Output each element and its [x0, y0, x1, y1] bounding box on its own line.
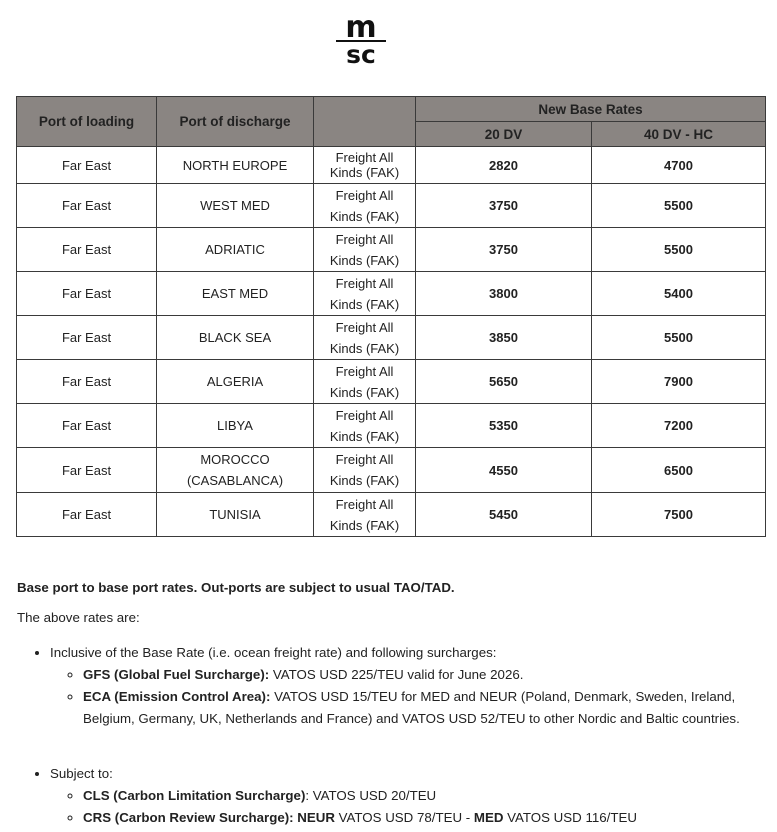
header-port-of-loading: Port of loading — [17, 97, 157, 147]
cls-text: : VATOS USD 20/TEU — [305, 788, 437, 803]
crs-med: MED — [473, 810, 504, 825]
crs-label: CRS (Carbon Review Surcharge): NEUR — [83, 810, 335, 825]
gfs-text: VATOS USD 225/TEU valid for June 2026. — [269, 667, 524, 682]
rate-20dv: 2820 — [416, 147, 592, 184]
rate-20dv: 4550 — [416, 448, 592, 493]
table-row — [17, 360, 766, 404]
list-item — [83, 686, 750, 730]
cargo-type — [314, 184, 416, 228]
list-item — [50, 763, 750, 829]
rate-20dv: 3750 — [416, 228, 592, 272]
rate-20dv: 5450 — [416, 493, 592, 537]
cargo-line-1: Freight All — [335, 496, 394, 512]
header-40dv-hc: 40 DV - HC — [592, 122, 766, 147]
list-item — [83, 785, 750, 807]
subject-text: Subject to: — [50, 766, 113, 781]
crs-text-a: VATOS USD 78/TEU - — [334, 810, 474, 825]
port-of-loading: Far East — [17, 448, 157, 493]
port-of-loading: Far East — [17, 228, 157, 272]
discharge-line-1: MOROCCO — [200, 452, 270, 467]
rates-intro: The above rates are: — [17, 610, 140, 625]
subject-surcharge-list — [50, 785, 750, 829]
cargo-line-2: Kinds (FAK) — [329, 165, 400, 180]
cargo-line-2: Kinds (FAK) — [329, 252, 400, 268]
cargo-line-1: Freight All — [335, 452, 394, 467]
table-row — [17, 316, 766, 360]
cargo-line-2: Kinds (FAK) — [329, 473, 400, 488]
port-of-discharge: EAST MED — [157, 272, 314, 316]
header-20dv: 20 DV — [416, 122, 592, 147]
table-row — [17, 272, 766, 316]
rate-40dv-hc: 4700 — [592, 147, 766, 184]
cargo-type — [314, 147, 416, 184]
port-of-loading: Far East — [17, 272, 157, 316]
cargo-line-1: Freight All — [335, 187, 394, 203]
cargo-line-2: Kinds (FAK) — [329, 428, 400, 444]
cargo-line-1: Freight All — [335, 231, 394, 247]
cargo-line-1: Freight All — [335, 150, 394, 165]
rate-40dv-hc: 5500 — [592, 228, 766, 272]
cargo-line-1: Freight All — [335, 275, 394, 291]
cargo-type — [314, 316, 416, 360]
port-of-loading: Far East — [17, 404, 157, 448]
logo-top-letters: m — [345, 13, 377, 45]
rate-20dv: 5350 — [416, 404, 592, 448]
cargo-line-2: Kinds (FAK) — [329, 296, 400, 312]
cargo-line-2: Kinds (FAK) — [329, 517, 400, 533]
port-of-discharge — [157, 448, 314, 493]
eca-label: ECA (Emission Control Area): — [83, 689, 271, 704]
rate-40dv-hc: 7900 — [592, 360, 766, 404]
table-row — [17, 147, 766, 184]
rate-40dv-hc: 6500 — [592, 448, 766, 493]
header-port-of-discharge: Port of discharge — [157, 97, 314, 147]
port-of-discharge: LIBYA — [157, 404, 314, 448]
port-of-discharge: BLACK SEA — [157, 316, 314, 360]
port-of-discharge: WEST MED — [157, 184, 314, 228]
port-of-discharge: TUNISIA — [157, 493, 314, 537]
msc-logo — [333, 13, 389, 65]
list-item — [83, 664, 750, 686]
table-row — [17, 228, 766, 272]
cargo-type — [314, 272, 416, 316]
rate-40dv-hc: 7500 — [592, 493, 766, 537]
table-row — [17, 448, 766, 493]
cls-label: CLS (Carbon Limitation Surcharge) — [83, 788, 306, 803]
eca-text: VATOS USD 15/TEU for MED and NEUR (Poland, Denmark, Sweden, Ireland, Belgium, Germany, UK, Netherlands and France) and VATOS USD 52/TEU to other Nordic and Baltic countries. — [83, 689, 740, 726]
inclusive-text: Inclusive of the Base Rate (i.e. ocean freight rate) and following surcharges: — [50, 645, 497, 660]
rates-table — [16, 96, 766, 537]
cargo-line-1: Freight All — [335, 363, 394, 379]
subject-list — [17, 763, 750, 829]
crs-text-b: VATOS USD 116/TEU — [503, 810, 637, 825]
cargo-line-1: Freight All — [335, 407, 394, 423]
port-of-discharge: ADRIATIC — [157, 228, 314, 272]
port-of-loading: Far East — [17, 184, 157, 228]
logo-bottom-letters: sc — [346, 40, 376, 65]
rate-20dv: 5650 — [416, 360, 592, 404]
header-new-base-rates: New Base Rates — [416, 97, 766, 122]
table-row — [17, 404, 766, 448]
cargo-line-1: Freight All — [335, 319, 394, 335]
surcharge-list — [50, 664, 750, 730]
port-of-discharge: NORTH EUROPE — [157, 147, 314, 184]
rate-40dv-hc: 5400 — [592, 272, 766, 316]
rate-20dv: 3750 — [416, 184, 592, 228]
cargo-type — [314, 360, 416, 404]
cargo-type — [314, 448, 416, 493]
rate-20dv: 3850 — [416, 316, 592, 360]
cargo-type — [314, 404, 416, 448]
list-item — [83, 807, 750, 829]
port-of-discharge: ALGERIA — [157, 360, 314, 404]
discharge-line-2: (CASABLANCA) — [186, 473, 284, 488]
port-of-loading: Far East — [17, 493, 157, 537]
port-of-loading: Far East — [17, 360, 157, 404]
rate-40dv-hc: 7200 — [592, 404, 766, 448]
cargo-type — [314, 228, 416, 272]
header-cargo — [314, 97, 416, 147]
cargo-line-2: Kinds (FAK) — [329, 384, 400, 400]
cargo-line-2: Kinds (FAK) — [329, 208, 400, 224]
rate-40dv-hc: 5500 — [592, 184, 766, 228]
base-port-note: Base port to base port rates. Out-ports are subject to usual TAO/TAD. — [17, 580, 455, 595]
gfs-label: GFS (Global Fuel Surcharge): — [83, 667, 270, 682]
rate-20dv: 3800 — [416, 272, 592, 316]
inclusive-list — [17, 642, 750, 730]
cargo-line-2: Kinds (FAK) — [329, 340, 400, 356]
table-row — [17, 184, 766, 228]
table-row — [17, 493, 766, 537]
cargo-type — [314, 493, 416, 537]
rate-40dv-hc: 5500 — [592, 316, 766, 360]
port-of-loading: Far East — [17, 147, 157, 184]
port-of-loading: Far East — [17, 316, 157, 360]
list-item — [50, 642, 750, 730]
